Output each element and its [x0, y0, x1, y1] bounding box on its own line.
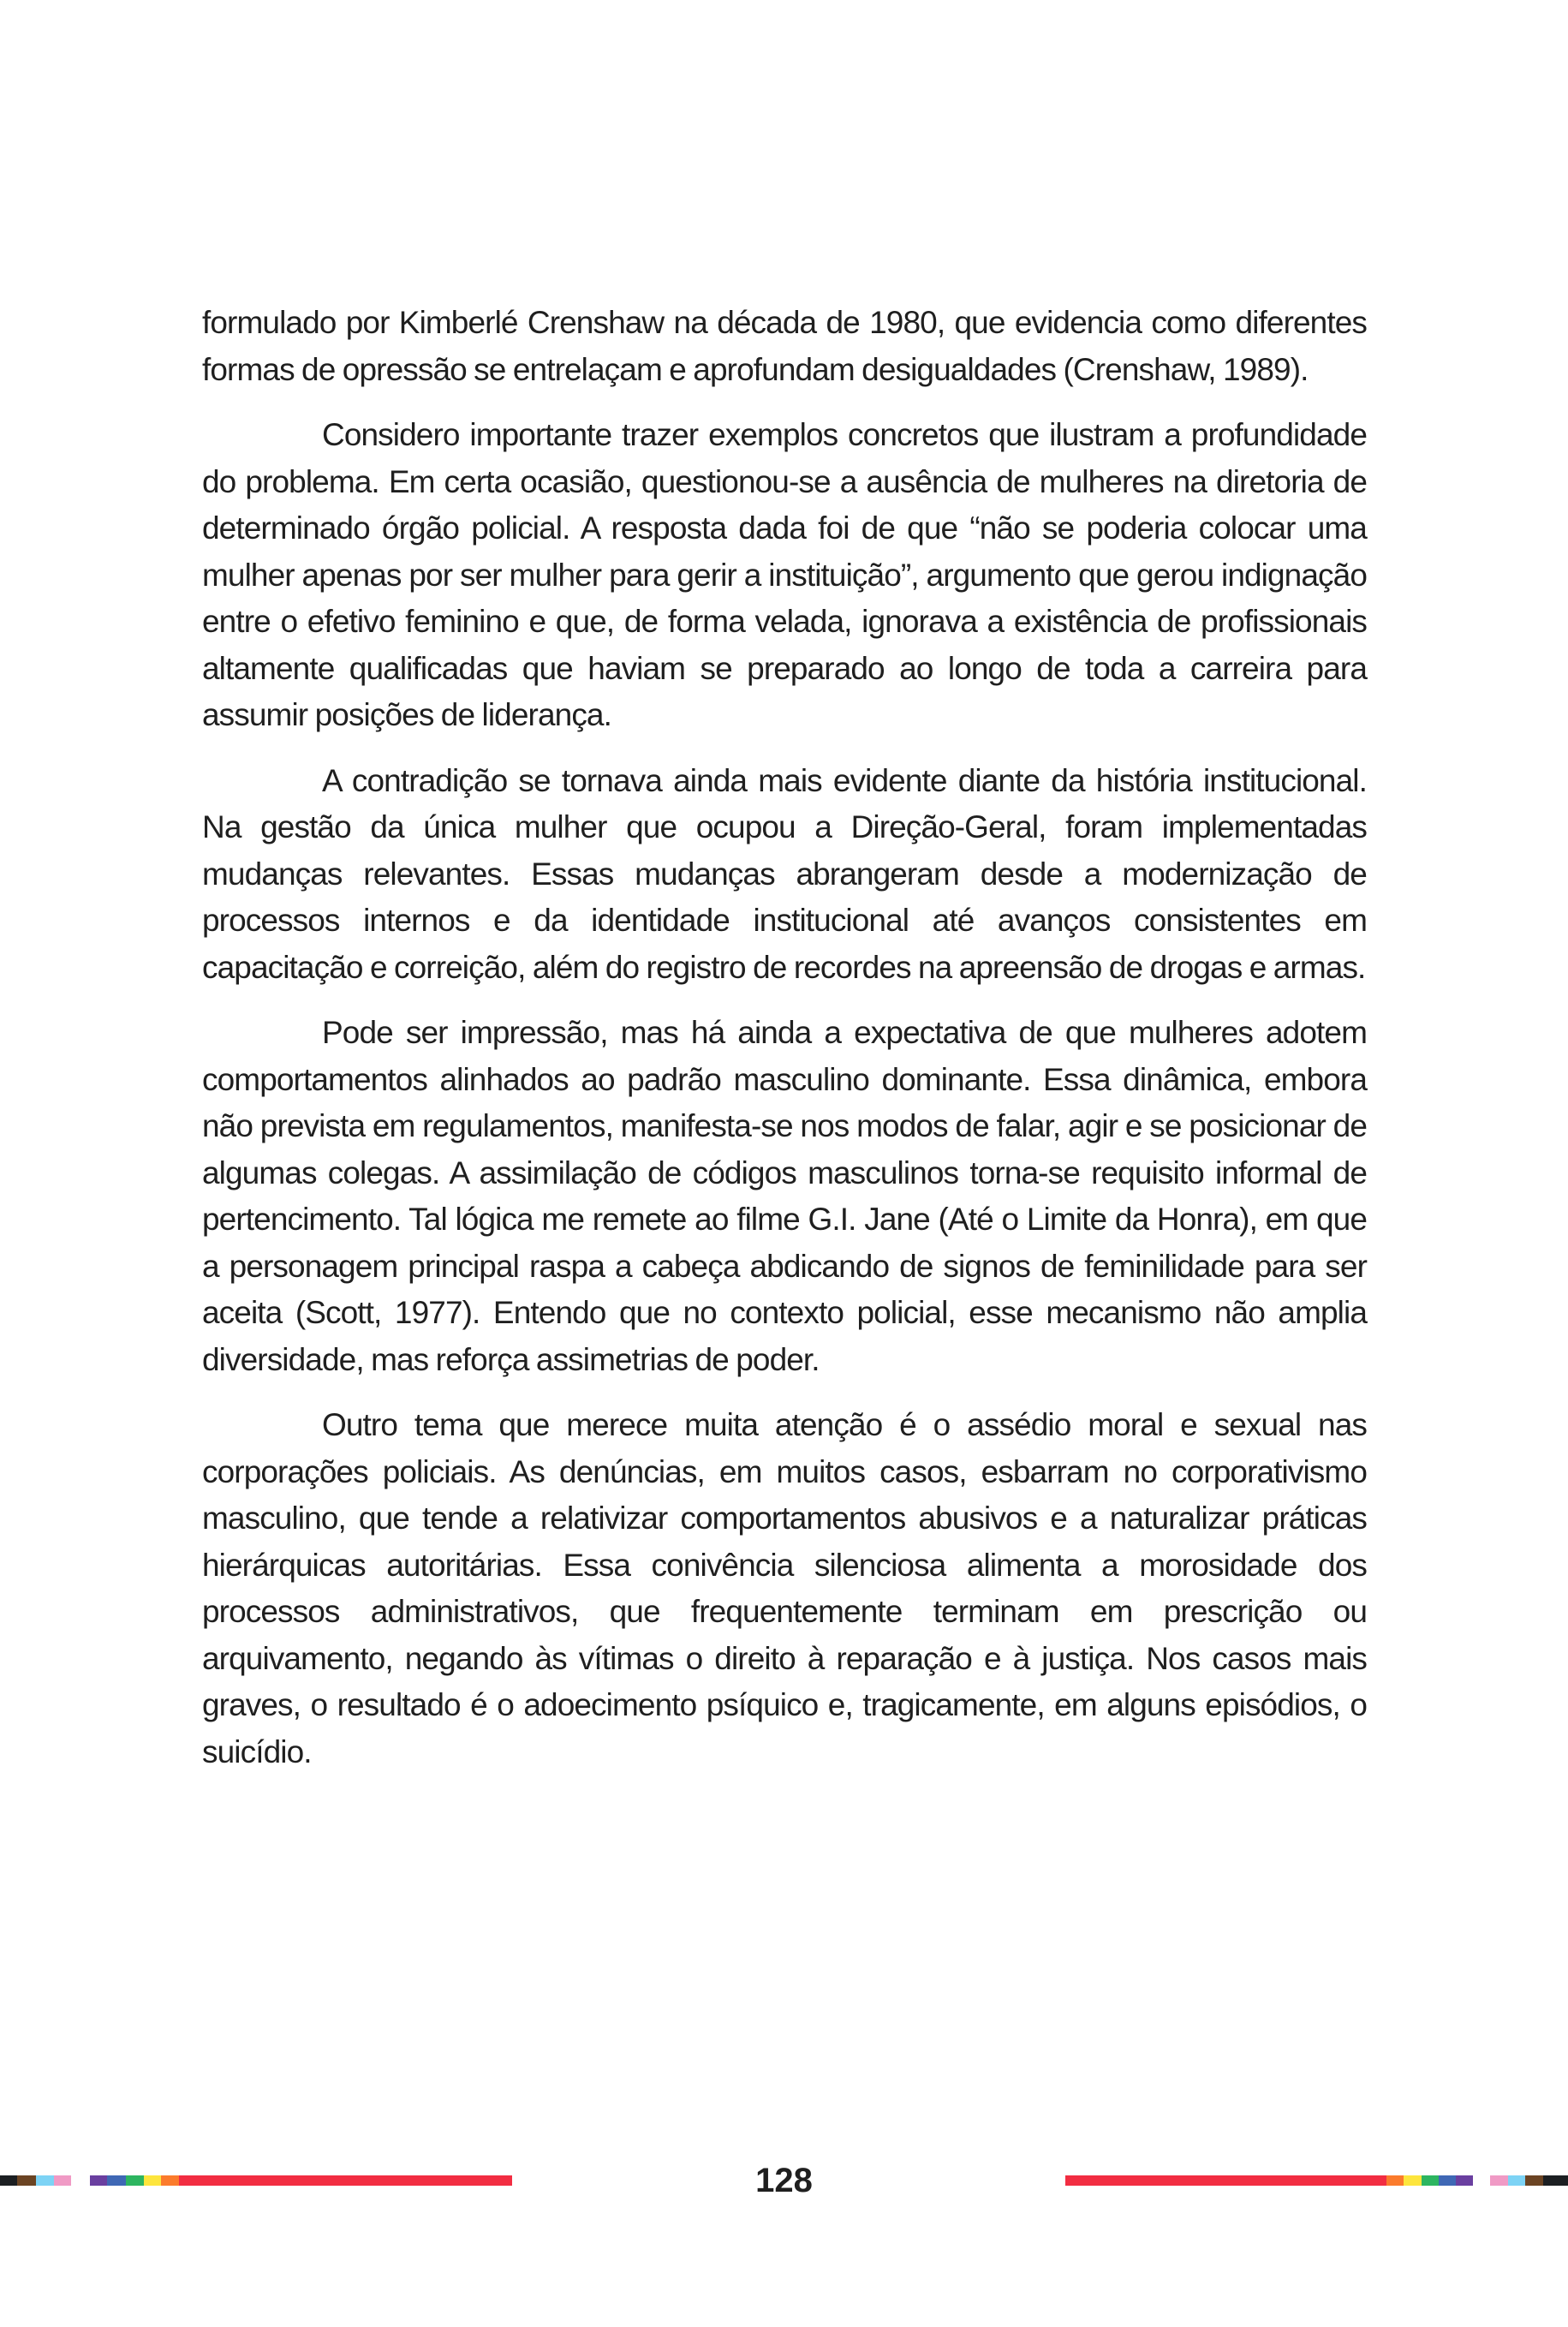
paragraph-3: A contradição se tornava ainda mais evidente diante da história institucional. Na gestão da única mulher que ocupou a Direção-Geral, foram implementadas mudanças relevantes. Essas mudanças abrangeram desde a modernização de processos internos e da identidade institucional até avanços consistentes em capacitação e correição, além do registro de recordes na apreensão de drogas e armas. [202, 762, 1367, 985]
page-body [202, 300, 1367, 1775]
paragraph-2: Considero importante trazer exemplos concretos que ilustram a profundidade do problema. Em certa ocasião, questionou-se a ausência de mulheres na diretoria de determinado órgão policial. A resposta dada foi de que “não se poderia colocar uma mulher apenas por ser mulher para gerir a instituição”, argumento que gerou indignação entre o efetivo feminino e que, de forma velada, ignorava a existência de profissionais altamente qualificadas que haviam se preparado ao longo de toda a carreira para assumir posições de liderança. [202, 417, 1367, 732]
paragraph-5: Outro tema que merece muita atenção é o assédio moral e sexual nas corporações policiais. As denúncias, em muitos casos, esbarram no corporativismo masculino, que tende a relativizar comportamentos abusivos e a naturalizar práticas hierárquicas autoritárias. Essa conivência silenciosa alimenta a morosidade dos processos administrativos, que frequentemente terminam em prescrição ou arquivamento, negando às vítimas o direito à reparação e à justiça. Nos casos mais graves, o resultado é o adoecimento psíquico e, tragicamente, em alguns episódios, o suicídio. [202, 1407, 1367, 1769]
paragraph-1: formulado por Kimberlé Crenshaw na década de 1980, que evidencia como diferentes formas de opressão se entrelaçam e aprofundam desigualdades (Crenshaw, 1989). [202, 305, 1367, 387]
paragraph-4: Pode ser impressão, mas há ainda a expectativa de que mulheres adotem comportamentos alinhados ao padrão masculino dominante. Essa dinâmica, embora não prevista em regulamentos, manifesta-se nos modos de falar, agir e se posicionar de algumas colegas. A assimilação de códigos masculinos torna-se requisito informal de pertencimento. Tal lógica me remete ao filme G.I. Jane (Até o Limite da Honra), em que a personagem principal raspa a cabeça abdicando de signos de feminilidade para ser aceita (Scott, 1977). Entendo que no contexto policial, esse mecanismo não amplia diversidade, mas reforça assimetrias de poder. [202, 1015, 1367, 1377]
page-number: 128 [755, 2162, 813, 2199]
